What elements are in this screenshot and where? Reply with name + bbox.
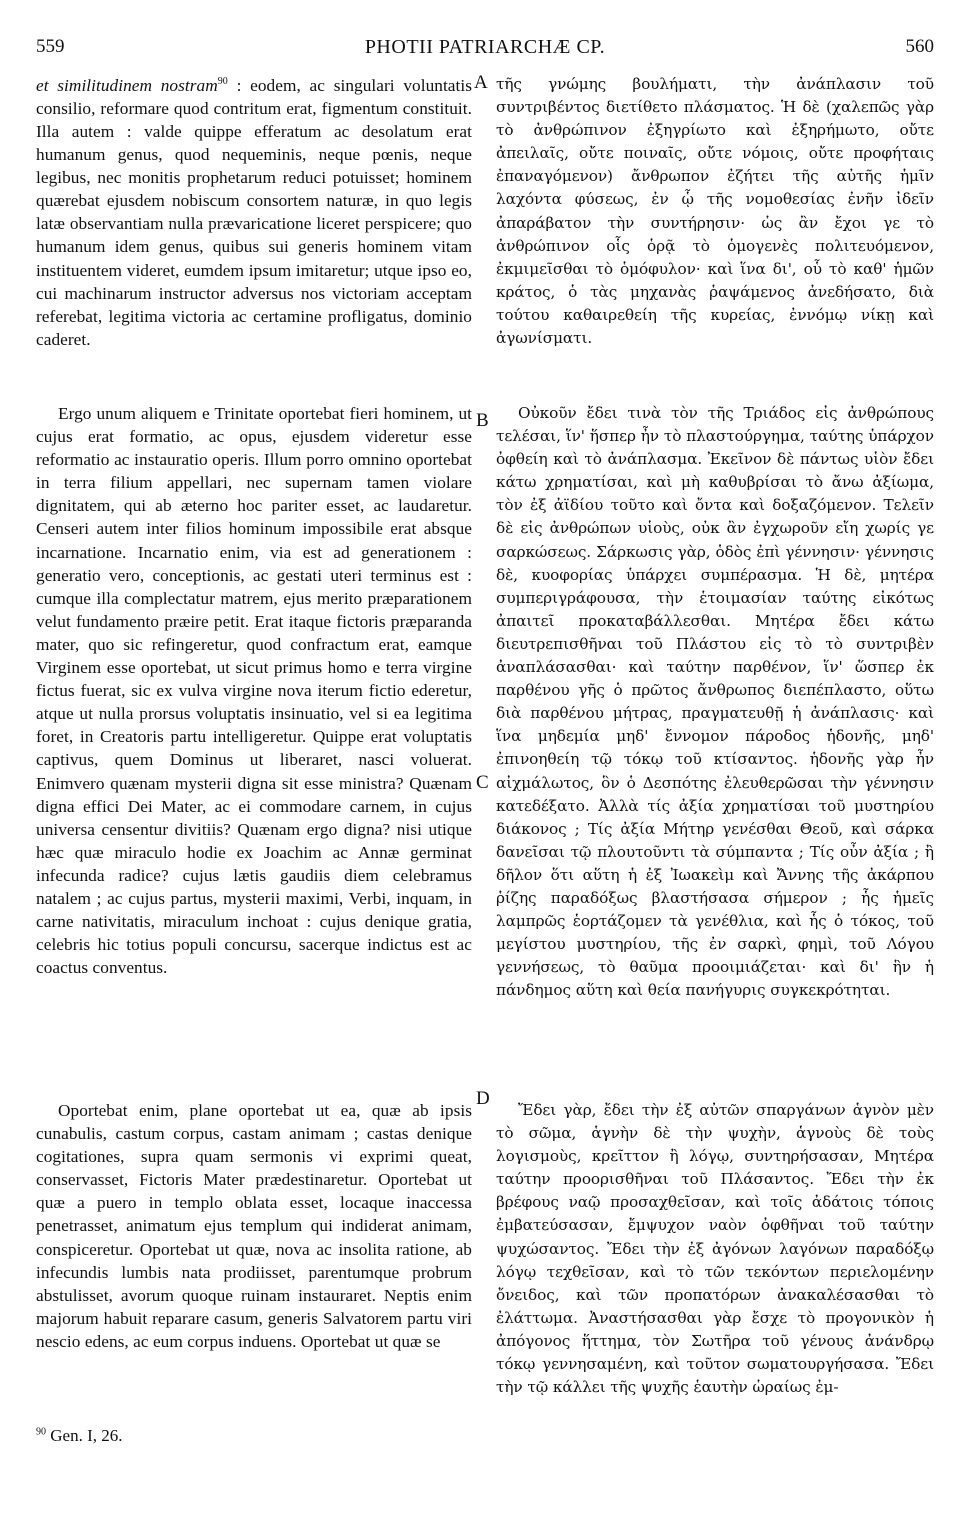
section-marker-d: D <box>476 1088 490 1109</box>
greek-paragraph-1 <box>496 73 934 350</box>
page-header <box>36 36 934 64</box>
latin-text-1: : eodem, ac singulari voluntatis consilio, reformare quod contritum erat, figmentum constituit. Illa autem : valde quippe efferatum ac desolatum erat humanum genus, quod nequeminis, neque pœnis, neque legibus, nec monitis prophetarum reduci potuisset; hominem quærebat ejusdem nobiscum consortem naturæ, in quo legis latæ observantiam nulla prævaricatione liceret perspicere; quo humanum idem genus, quibus sui generis hominem vitam instituentem videret, eumdem ipsum imitaretur; utque ipso eo, cui machinarum instructor adversus nos victoriam acceptam referebat, legitima victoria ac certamine profligatus, dominio caderet. <box>36 75 472 349</box>
page-number-right: 560 <box>905 36 934 57</box>
greek-text-3: Ἔδει γὰρ, ἔδει τὴν ἐξ αὐτῶν σπαργάνων ἁγνὸν μὲν τὸ σῶμα, ἁγνὴν δὲ τὴν ψυχὴν, ἁγνοὺς δὲ τοὺς λογισμοὺς, κρεῖττον ἢ λόγῳ, συντηρήσασαν, Μητέρα ταύτην προορισθῆναι τοῦ Πλάσαντος. Ἔδει τὴν ἐκ βρέφους ναῷ προσαχθεῖσαν, καὶ τοῖς ἀδάτοις τόποις ἐμβατεύσασαν, ἔμψυχον ναὸν ὀφθῆναι τοῦ ταύτην ψυχώσαντος. Ἔδει τὴν ἐξ ἀγόνων λαγόνων παραδόξῳ λόγῳ τεχθεῖσαν, καὶ τὸ τῶν τεκόντων περιελομένην ὄνειδος, καὶ τῶν προπατόρων ἀνακαλέσασθαι τὸ ἐλάττωμα. Ἀναστήσασθαι γὰρ ἔσχε τὸ προγονικὸν ἡ ἀπόγονος ἥττημα, τὸν Σωτῆρα τοῦ γένους ἀνάνδρῳ τόκῳ γεννησαμένη, καὶ τοῦτον σωματουργήσασα. Ἔδει τὴν τῷ κάλλει τῆς ψυχῆς ἑαυτὴν ὡραίως ἐμ- <box>496 1101 934 1397</box>
latin-paragraph-1 <box>36 70 472 351</box>
latin-paragraph-2 <box>36 402 472 979</box>
latin-text-3: Oportebat enim, plane oportebat ut ea, quæ ab ipsis cunabulis, castum corpus, castam animam ; castas denique cogitationes, supra quam sermonis vi exprimi queat, conservasset, Fictoris Mater prædestinaretur. Oportebat ut quæ a puero in templo oblata esset, locaque inaccessa penetrasset, animatum ejus templum qui indiderat animam, conspiceretur. Oportebat ut quæ, nova ac insolita ratione, ab infecundis lumbis nata prodiisset, parentumque probrum abstulisset, avorum quoque ruinam instauraret. Neptis enim majorum habuit reparare casum, generis Salvatorem partu viri nescio edens, ac eum corpus induens. Oportebat ut quæ se <box>36 1101 472 1351</box>
latin-lead-italic: et similitudinem nostram <box>36 75 218 95</box>
running-title: PHOTII PATRIARCHÆ CP. <box>364 36 606 58</box>
section-marker-a: A <box>474 72 488 93</box>
latin-text-2: Ergo unum aliquem e Trinitate oportebat fieri hominem, ut cujus erat formatio, ac opus, ejusdem videretur esse reformatio ac instauratio operis. Illum porro omnino oportebat in terra filium appellari, nec supernam tamen violare dignitatem, qui ab æterno hoc pariter esset, ac laudaretur. Censeri autem inter filios hominum impossibile erat absque incarnatione. Incarnatio enim, via est ad generationem : generatio vero, conceptionis, ac gestati uteri terminus est : cumque illa complectatur matrem, ejus merito præparationem velut fundamento præire petit. Erat itaque fictoris præparanda mater, quo sic refingeretur, quod confractum erat, eamque Virginem esse oportebat, ut sicut primus homo e terra virgine fictus fuerat, sic ex vulva virgine nova iterum fictio ederetur, atque ut nulla prorsus voluptatis insinuatio, vel si ea legitima foret, in Creatoris partu intelligeretur. Quippe erat voluptatis captivus, quem Dominus ut liberaret, nasci voluerat. Enimvero quænam mysterii digna sit esse ministra? Quænam digna effici Dei Mater, ac ei commodare carnem, in cujus universa censentur divitiis? Quænam ergo digna? nisi utique hæc quæ miraculo hodie ex Joachim ac Annæ germinat infecunda radice? cujus lætis gaudiis diem celebramus natalem ; ac cujus partus, mysterii maximi, Verbi, inquam, in carne nativitatis, miraculum inchoat : cujus denique gratia, celebris hic totius populi concursu, sacerque indictus est ac coactus conventus. <box>36 404 472 978</box>
footnote-text: Gen. I, 26. <box>50 1426 123 1445</box>
section-marker-c: C <box>476 772 489 793</box>
footnote-ref: 90 <box>217 76 228 87</box>
section-marker-b: B <box>476 410 489 431</box>
greek-text-1: τῆς γνώμης βουλήματι, τὴν ἀνάπλασιν τοῦ συντριβέντος διετίθετο πλάσματος. Ἡ δὲ (χαλεπῶς γὰρ τὸ ἀνθρώπινον ἐξηγρίωτο καὶ ἐξηρήμωτο, οὔτε ἀπειλαῖς, οὔτε ποιναῖς, οὔτε νόμοις, οὔτε προφήταις ἐπαναγόμενον) ἄνθρωπον ἐζήτει τῆς αὐτῆς ἡμῖν λαχόντα φύσεως, ἐν ᾧ τῆς νομοθεσίας ἐνῆν ἰδεῖν ἀπαράβατον τὴν συντήρησιν· ὡς ἂν ἔχοι γε τὸ ἀνθρώπινον οἷς ὁρᾷ τὸ ὁμογενὲς πολιτευόμενον, ἐκμιμεῖσθαι τὸ ὁμόφυλον· καὶ ἵνα δι', οὗ τὸ καθ' ἡμῶν κράτος, ὁ τὰς μηχανὰς ῥαψάμενος ἀνεδήσατο, διὰ τούτου καθαιρεθείη τῆς κυρείας, ἐννόμῳ νίκῃ καὶ ἀγωνίσματι. <box>496 75 934 348</box>
latin-paragraph-3 <box>36 1099 472 1353</box>
page-number-left: 559 <box>36 36 65 57</box>
greek-paragraph-2 <box>496 402 934 1002</box>
footnote-number: 90 <box>36 1426 46 1438</box>
greek-text-2: Οὐκοῦν ἔδει τινὰ τὸν τῆς Τριάδος εἰς ἀνθρώπους τελέσαι, ἵν' ἥσπερ ἦν τὸ πλαστούργημα, ταύτης ὑπάρχον ὀφθείη καὶ τὸ ἀνάπλασμα. Ἐκεῖνον δὲ πάντως υἱὸν ἔδει κάτω χρηματίσαι, καὶ μὴ καθυβρίσαι τὸ ἄνω ἀξίωμα, τὸν ἐξ ἀϊδίου τοῦτο καὶ ὄντα καὶ δοξαζόμενον. Τελεῖν δὲ εἰς ἀνθρώπων υἱοὺς, οὐκ ἂν ἐγχωροῦν εἴη χωρίς γε σαρκώσεως. Σάρκωσις γὰρ, ὁδὸς ἐπὶ γέννησιν· γέννησις δὲ, κυοφορίας ὑπάρχει συμπέρασμα. Ἡ δὲ, μητέρα συμπεριγράφουσα, τὴν ἑτοιμασίαν ταύτης εἰκότως ἀπαιτεῖ προκαταβάλλεσθαι. Μητέρα ἔδει κάτω διευτρεπισθῆναι τοῦ Πλάστου εἰς τὸ τὸ συντριβὲν ἀναπλάσασθαι· καὶ ταύτην παρθένον, ἵν' ὥσπερ ἐκ παρθένου γῆς ὁ πρῶτος ἄνθρωπος διεπέπλαστο, οὕτω διὰ παρθένου μήτρας, πραγματευθῇ ἡ ἀνάπλασις· καὶ ἵνα μηδεμία μηδ' ἔννομον πάροδος ἡδονῆς, μηδ' ἐπινοηθείη τῷ τόκῳ τοῦ κτίσαντος. ἡδονῆς γὰρ ἦν αἰχμάλωτος, ὃν ὁ Δεσπότης ἐλευθερῶσαι τὴν γέννησιν κατεδέξατο. Ἀλλὰ τίς ἀξία χρηματίσαι τοῦ μυστηρίου διάκονος ; Τίς ἀξία Μήτηρ γενέσθαι Θεοῦ, καὶ σάρκα δανεῖσαι τῷ πλουτοῦντι τὰ σύμπαντα ; Τίς οὖν ἀξία ; ἢ δῆλον ὅτι αὕτη ἡ ἐξ Ἰωακεὶμ καὶ Ἄννης τῆς ἀκάρπου ῥίζης παραδόξως βλαστήσασα σήμερον ; ἧς ἡμεῖς λαμπρῶς ἑορτάζομεν τὰ γενέθλια, καὶ ἧς ὁ τόκος, τοῦ μεγίστου μυστηρίου, τῆς ἐν σαρκὶ, φημὶ, τοῦ Λόγου γεννήσεως, τὸ θαῦμα προοιμιάζεται· καὶ δι' ἣν ἡ πάνδημος αὕτη καὶ θεία πανήγυρις συγκεκρότηται. <box>496 404 934 1000</box>
footnote <box>36 1426 122 1446</box>
greek-paragraph-3 <box>496 1099 934 1399</box>
